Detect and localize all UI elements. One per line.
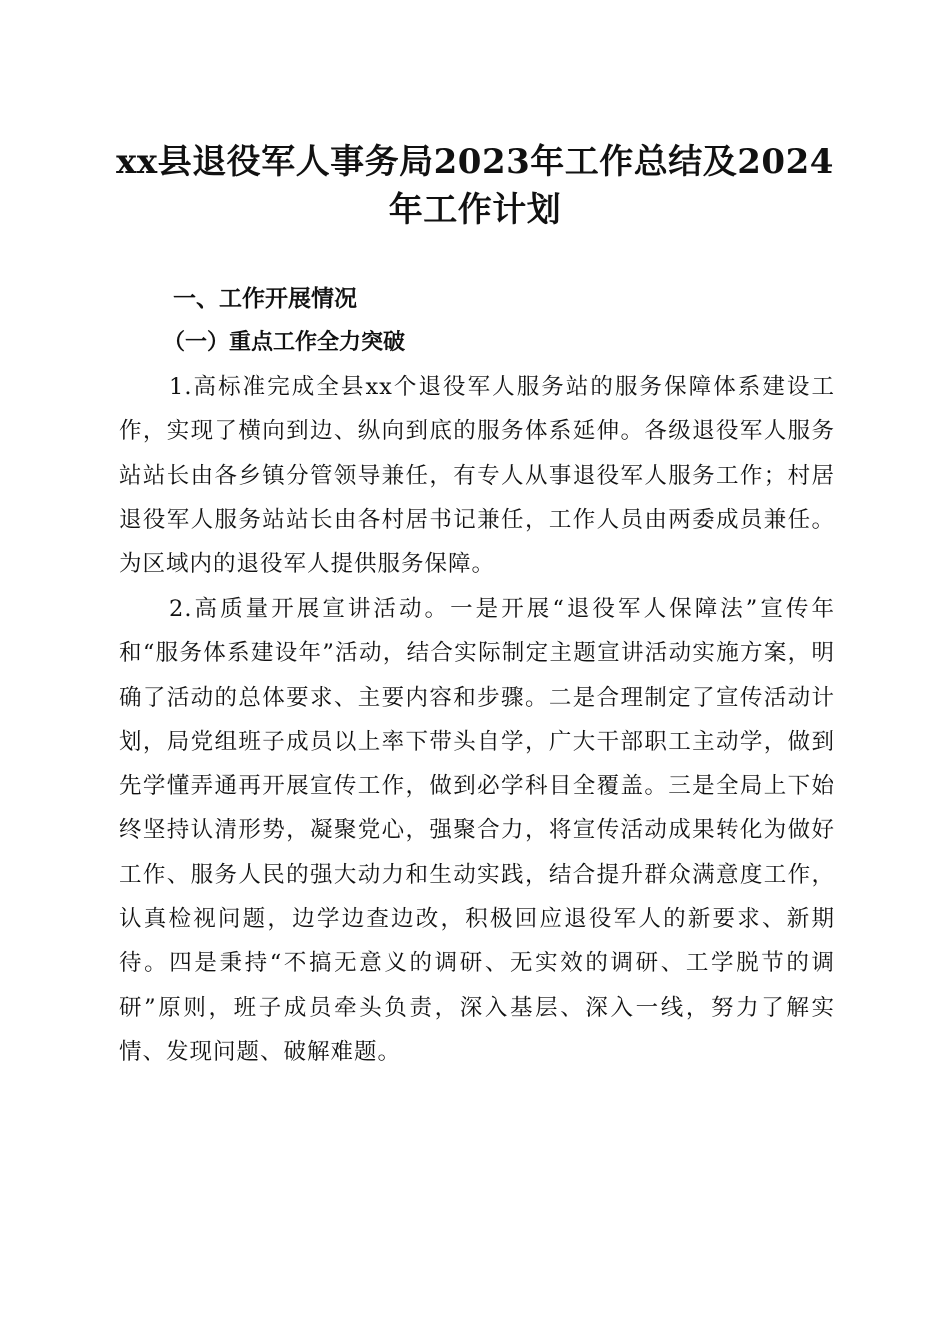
document-title-line-1: xx县退役军人事务局2023年工作总结及2024: [116, 142, 834, 182]
subsection-heading-key-work: （一）重点工作全力突破: [163, 329, 406, 355]
document-title: [100, 138, 850, 234]
section-heading-work-progress: 一、工作开展情况: [173, 286, 357, 312]
paragraph-publicity-activities: 2.高质量开展宣讲活动。一是开展“退役军人保障法”宣传年和“服务体系建设年”活动，结合实际制定主题宣讲活动实施方案，明确了活动的总体要求、主要内容和步骤。二是合理制定了宣传活动计划，局党组班子成员以上率下带头自学，广大干部职工主动学，做到先学懂弄通再开展宣传工作，做到必学科目全覆盖。三是全局上下始终坚持认清形势，凝聚党心，强聚合力，将宣传活动成果转化为做好工作、服务人民的强大动力和生动实践，结合提升群众满意度工作，认真检视问题，边学边查边改，积极回应退役军人的新要求、新期待。四是秉持“不搞无意义的调研、无实效的调研、工学脱节的调研”原则，班子成员牵头负责，深入基层、深入一线，努力了解实情、发现问题、破解难题。: [119, 596, 835, 1065]
paragraph-service-stations: 1.高标准完成全县xx个退役军人服务站的服务保障体系建设工作，实现了横向到边、纵向到底的服务体系延伸。各级退役军人服务站站长由各乡镇分管领导兼任，有专人从事退役军人服务工作；村居退役军人服务站站长由各村居书记兼任，工作人员由两委成员兼任。为区域内的退役军人提供服务保障。: [119, 374, 835, 578]
document-title-line-2: 年工作计划: [388, 190, 562, 230]
